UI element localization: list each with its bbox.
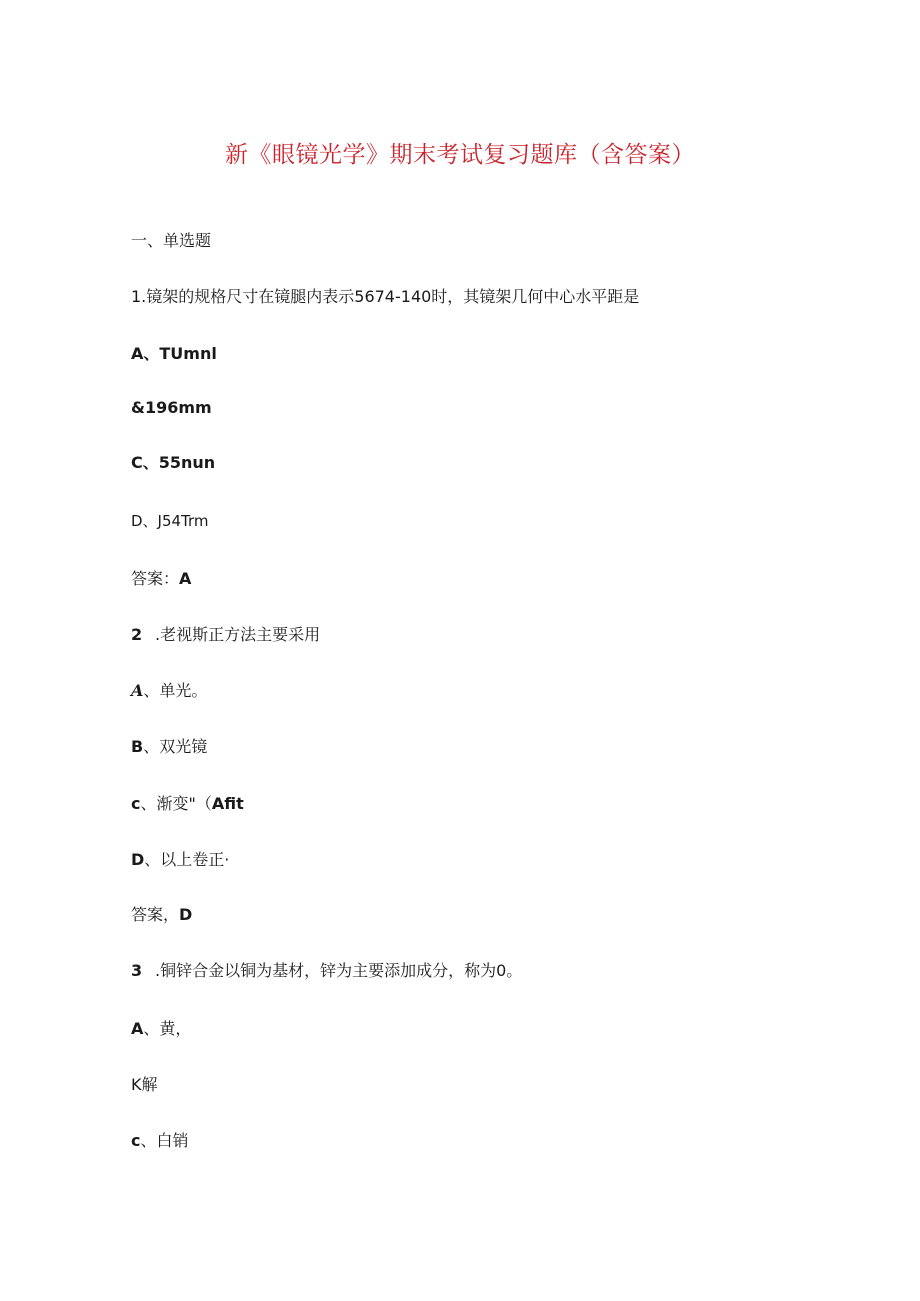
document-title: 新《眼镜光学》期末考试复习题库（含答案） (225, 142, 695, 168)
q1-option-a-prefix: A、 (131, 344, 160, 363)
q3-option-a (131, 1019, 191, 1039)
q2-option-d (131, 850, 229, 870)
q2-option-c-mid: 、渐变"（ (140, 794, 212, 813)
q2-option-a-text: 、单光。 (143, 681, 208, 700)
q1-answer-label: 答案： (131, 569, 180, 588)
section-heading: 一、单选题 (131, 231, 212, 250)
q1-option-c (131, 453, 215, 473)
q2-option-b-prefix: B (131, 737, 144, 756)
q1-option-a-text: TUmnl (159, 344, 217, 363)
q2-option-a-prefix: A (131, 681, 144, 700)
q1-answer (131, 569, 191, 589)
question-1: 1.镜架的规格尺寸在镜腿内表示5674-140时，其镜架几何中心水平距是 (131, 287, 640, 306)
q2-option-a (131, 681, 207, 701)
q3-option-b: K解 (131, 1075, 158, 1094)
q1-option-d: D、J54Trm (131, 512, 209, 530)
q3-text: .铜锌合金以铜为基材，锌为主要添加成分，称为0。 (155, 961, 523, 980)
q3-number: 3 (131, 961, 143, 980)
q2-option-b (131, 737, 207, 757)
q2-option-d-text: 、以上卷正· (144, 850, 230, 869)
q2-answer (131, 905, 192, 925)
q2-answer-label: 答案， (131, 905, 180, 924)
q2-text: .老视斯正方法主要采用 (155, 625, 321, 644)
q2-number: 2 (131, 625, 143, 644)
q1-option-c-text: 55nun (158, 453, 216, 472)
q1-answer-value: A (179, 569, 192, 588)
q2-option-c-end: Afit (211, 794, 244, 813)
question-3 (131, 961, 522, 981)
q2-answer-value: D (179, 905, 193, 924)
q3-option-a-prefix: A (131, 1019, 144, 1038)
q1-option-b: &196mm (131, 398, 212, 417)
q2-option-d-prefix: D (131, 850, 145, 869)
q2-option-c (131, 794, 244, 814)
question-2 (131, 625, 320, 645)
q2-option-c-prefix: c (131, 794, 141, 813)
q3-option-c-prefix: c (131, 1131, 141, 1150)
q1-option-a (131, 344, 217, 364)
q2-option-b-text: 、双光镜 (143, 737, 208, 756)
q1-option-c-prefix: C、 (131, 453, 159, 472)
q3-option-a-text: 、黄， (143, 1019, 192, 1038)
q3-option-c-text: 、白销 (140, 1131, 189, 1150)
q3-option-c (131, 1131, 189, 1151)
